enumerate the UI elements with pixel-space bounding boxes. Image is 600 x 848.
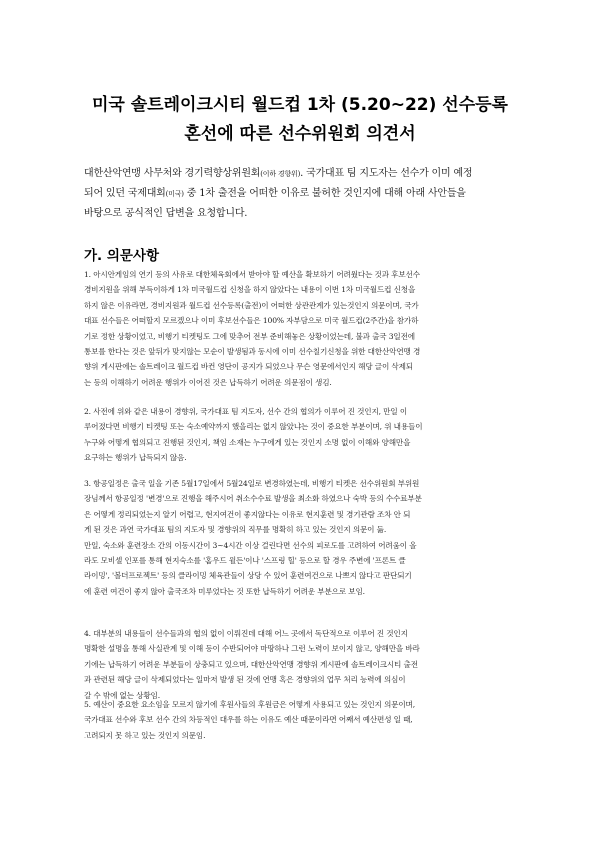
paragraph-line: 장님께서 항공일정 '변경'으로 진행을 해주시어 취소수수료 발생을 최소화 하였으나 숙박 등의 수수료부분 [84,494,422,504]
paragraph-line: 게 된 것은 과연 국가대표 팀의 지도자 및 경향위의 직무를 명확히 하고 있는 것인지 의문이 듦. [84,525,387,535]
intro-paragraph [84,164,520,224]
paragraph-line: 2. 사전에 위와 같은 내용이 경향위, 국가대표 팀 지도자, 선수 간의 협의가 이루어 진 것인지, 만일 이 [84,407,408,416]
paragraph-line: 4. 대부분의 내용들이 선수들과의 협의 없이 이뤄진데 대해 어느 곳에서 독단적으로 이루어 진 것인지 [84,629,408,638]
question-paragraph-1 [84,267,520,390]
intro-line: 대한산악연맹 사무처와 경기력향상위원회(이하 경향위). 국가대표 팀 지도자는 선수가 이미 예정 [84,168,473,179]
paragraph-line: 갈 수 밖에 없는 상황임. [84,690,160,700]
intro-line: 되어 있던 국제대회(미국) 중 1차 출전을 어떠한 이유로 불허한 것인지에 대해 아래 사안들을 [84,188,466,199]
paragraph-line: 고려되지 못 하고 있는 것인지 의문임. [84,730,206,740]
paragraph-line: 하지 않은 이유라면, 경비지원과 월드컵 선수등록(출전)이 어떠한 상관관계가 있는것인지 의문이며, 국가 [84,300,419,310]
document-title-line2: 혼선에 따른 선수위원회 의견서 [184,124,416,144]
paragraph-line: 만일, 숙소와 훈련장소 간의 이동시간이 3~4시간 이상 걸린다면 선수의 피로도를 고려하여 어려움이 올 [84,540,417,550]
paragraph-line: 기에는 납득하기 어려운 부분들이 상충되고 있으며, 대한산악연맹 경향위 게시판에 솔트레이크시티 출전 [84,659,418,669]
paragraph-line: 대표 선수들은 어떠할지 모르겠으나 이미 후보선수들은 100% 자부담으로 미국 월드컵(2주간)을 참가하 [84,316,419,326]
paragraph-line: 은 어떻게 정리되었는지 알기 어렵고, 현지여건이 좋지않다는 이유로 현지훈련 및 경기관람 조차 안 되 [84,509,411,519]
paragraph-line: 명확한 설명을 통해 사실관계 및 이해 등이 수반되어야 마땅하나 그런 노력이 보이지 않고, 양해만을 바라 [84,644,420,654]
section-heading: 가. 의문사항 [84,248,160,264]
paragraph-line: 누구와 어떻게 협의되고 진행된 것인지, 책임 소재는 누구에게 있는 것인지 소명 없이 이해와 양해만을 [84,437,411,447]
paragraph-line: 루어졌다면 비행기 티켓팅 또는 숙소예약까지 했을리는 없지 않았냐는 것이 중요한 부분이며, 위 내용들이 [84,422,423,432]
paragraph-line: 기로 정한 상황이었고, 비행기 티켓팅도 그에 맞추어 전부 준비해놓은 상황이었는데, 불과 출국 3일전에 [84,331,415,341]
paragraph-line: 3. 항공일정은 출국 일을 기존 5월17일에서 5월24일로 변경하였는데, 비행기 티켓은 선수위원회 부위원 [84,479,420,488]
paragraph-line: 국가대표 선수와 후보 선수 간의 차등적인 대우를 하는 이유도 예산 때문이라면 어째서 예산편성 일 때, [84,715,413,725]
paragraph-line: 는 등의 이해하기 어려운 행위가 이어진 것은 납득하기 어려운 의문점이 생김. [84,377,332,387]
question-paragraph-4 [84,626,520,703]
paragraph-line: 요구하는 행위가 납득되지 않음. [84,453,187,463]
paragraph-line: 과 관련된 해당 글이 삭제되었다는 일마저 발생 된 것에 연맹 혹은 경향위의 업무 처리 능력에 의심이 [84,675,406,685]
intro-line: 바탕으로 공식적인 답변을 요청합니다. [84,208,248,219]
paragraph-line: 1. 아시안게임의 연기 등의 사유로 대한체육회에서 받아야 할 예산을 확보하기 어려웠다는 것과 후보선수 [84,270,420,279]
paragraph-line: 라이밍', '볼더프로젝트' 등의 클라이밍 체육관들이 상당 수 있어 훈련여건으로 나쁘지 않다고 판단되기 [84,571,412,581]
question-paragraph-3 [84,476,520,599]
paragraph-line: 통보를 한다는 것은 앞뒤가 맞지않는 모순이 발생됨과 동시에 이미 선수칠기신청을 위한 대한산악연맹 경 [84,347,421,357]
question-paragraph-2 [84,404,520,466]
question-paragraph-5 [84,697,520,743]
paragraph-line: 향위 게시판에는 솔트레이크 월드컵 바컨 영단이 공지가 되었으나 무슨 영문에서인지 해당 글이 삭제되 [84,362,413,372]
paragraph-line: 경비지원을 위해 부득이하게 1차 미국월드컵 신청을 하지 않았다는 내용이 이번 1차 미국월드컵 신청을 [84,285,416,295]
paragraph-line: 5. 예산이 중요한 요소임을 모르지 않기에 후원사들의 후원금은 어떻게 사용되고 있는 것인지 의문이며, [84,700,415,709]
paragraph-line: 라도 모비셀 인포를 통해 현지숙소를 '홈우드 윌든'이나 '스프링 힐' 등으로 할 경우 주변에 '프론트 클 [84,556,406,566]
document-title-line1: 미국 솔트레이크시티 월드컵 1차 (5.20~22) 선수등록 [92,95,508,115]
paragraph-line: 에 훈련 여건이 좋지 않아 출국조차 미루었다는 것 또한 납득하기 어려운 부분으로 보임. [84,586,365,596]
